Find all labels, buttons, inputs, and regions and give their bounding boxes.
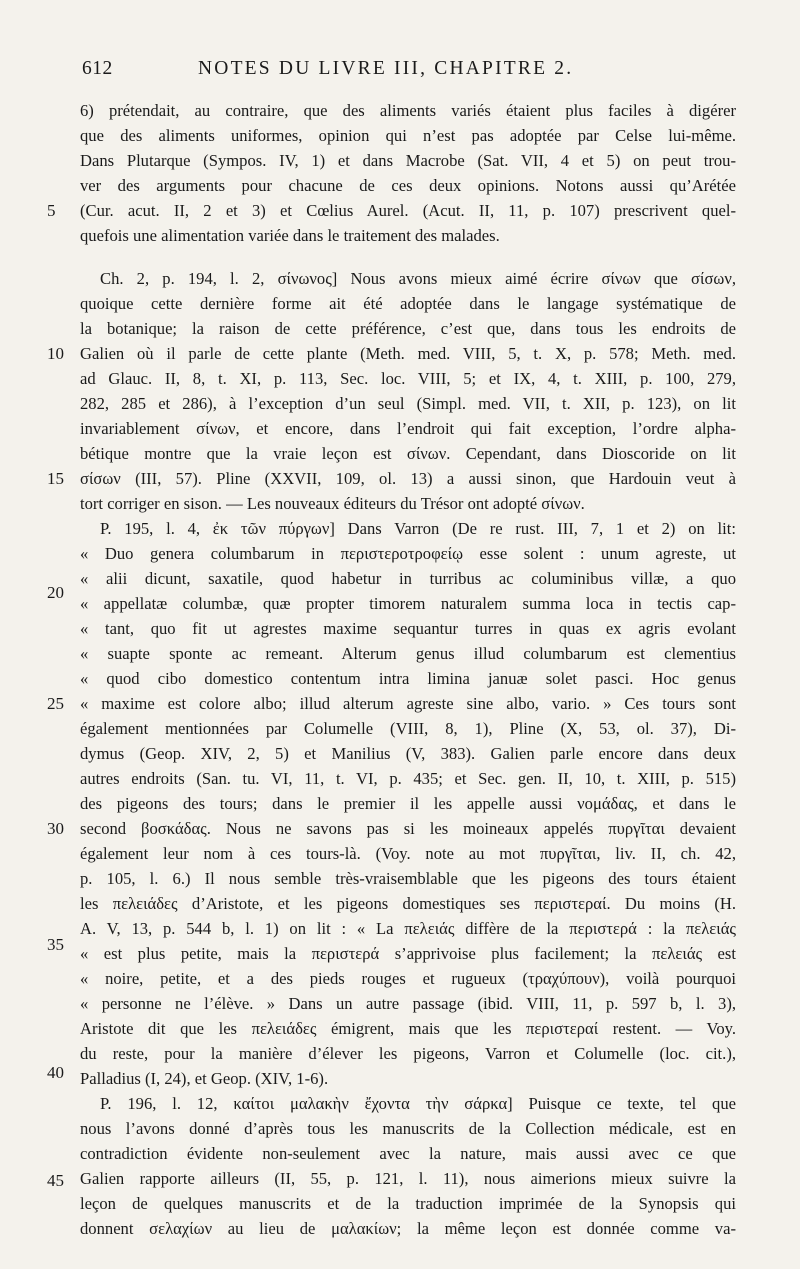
text-line: 282, 285 et 286), à l’exception d’un seul (Simpl. med. VII, t. XII, p. 123), on lit — [80, 394, 736, 413]
text-line: A. V, 13, p. 544 b, l. 1) on lit : « La πελειάς diffère de la περιστερά : la πελειάς — [80, 919, 736, 938]
text-line: 6) prétendait, au contraire, que des aliments variés étaient plus faciles à digérer — [80, 101, 736, 120]
line-number: 10 — [47, 344, 64, 363]
line-number: 40 — [47, 1063, 64, 1082]
text-line: « Duo genera columbarum in περιστεροτροφείῳ esse solent : unum agreste, ut — [80, 544, 736, 563]
line-number: 30 — [47, 819, 64, 838]
text-line: ad Glauc. II, 8, t. XI, p. 113, Sec. loc. VIII, 5; et IX, 4, t. XIII, p. 100, 279, — [80, 369, 736, 388]
text-line: « personne ne l’élève. » Dans un autre passage (ibid. VIII, 11, p. 597 b, l. 3), — [80, 994, 736, 1013]
text-line: autres endroits (San. tu. VI, 11, t. VI, p. 435; et Sec. gen. II, 10, t. XIII, p. 515) — [80, 769, 736, 788]
text-line: « suapte sponte ac remeant. Alterum genus illud columbarum est clementius — [80, 644, 736, 663]
text-line: Galien où il parle de cette plante (Meth. med. VIII, 5, t. X, p. 578; Meth. med. — [80, 344, 736, 363]
text-line: donnent σελαχίων au lieu de μαλακίων; la même leçon est donnée comme va- — [80, 1219, 736, 1238]
text-line: σίσων (III, 57). Pline (XXVII, 109, ol. 13) a aussi sinon, que Hardouin veut à — [80, 469, 736, 488]
text-line: quefois une alimentation variée dans le traitement des malades. — [80, 226, 500, 245]
text-line: tort corriger en sison. — Les nouveaux éditeurs du Trésor ont adopté σίνων. — [80, 494, 585, 513]
line-number: 15 — [47, 469, 64, 488]
text-line: contradiction évidente non-seulement avec la nature, mais aussi avec ce que — [80, 1144, 736, 1163]
text-line: invariablement σίνων, et encore, dans l’endroit qui fait exception, l’ordre alpha- — [80, 419, 736, 438]
text-line: Ch. 2, p. 194, l. 2, σίνωνος] Nous avons mieux aimé écrire σίνων que σίσων, — [100, 269, 736, 288]
text-line: (Cur. acut. II, 2 et 3) et Cœlius Aurel. (Acut. II, 11, p. 107) prescrivent quel- — [80, 201, 736, 220]
text-line: P. 196, l. 12, καίτοι μαλακὴν ἔχοντα τὴν σάρκα] Puisque ce texte, tel que — [100, 1094, 736, 1113]
text-line: Dans Plutarque (Sympos. IV, 1) et dans Macrobe (Sat. VII, 4 et 5) on peut trou- — [80, 151, 736, 170]
text-line: nous l’avons donné d’après tous les manuscrits de la Collection médicale, est en — [80, 1119, 736, 1138]
text-line: second βοσκάδας. Nous ne savons pas si les moineaux appelés πυργῖται devaient — [80, 819, 736, 838]
text-line: quoique cette dernière forme ait été adoptée dans le langage systématique de — [80, 294, 736, 313]
line-number: 45 — [47, 1171, 64, 1190]
text-line: leçon de quelques manuscrits et de la traduction imprimée de la Synopsis qui — [80, 1194, 736, 1213]
page-header — [80, 58, 640, 88]
text-line: également mentionnées par Columelle (VIII, 8, 1), Pline (X, 53, ol. 37), Di- — [80, 719, 736, 738]
line-number: 35 — [47, 935, 64, 954]
line-number: 25 — [47, 694, 64, 713]
text-line: « maxime est colore albo; illud alterum agreste sine albo, vario. » Ces tours sont — [80, 694, 736, 713]
text-line: p. 105, l. 6.) Il nous semble très-vraisemblable que les pigeons des tours étaient — [80, 869, 736, 888]
running-title: NOTES DU LIVRE III, CHAPITRE 2. — [198, 58, 574, 79]
text-line: « tant, quo fit ut agrestes maxime sequantur turres in quas ex agris evolant — [80, 619, 736, 638]
text-line: « alii dicunt, saxatile, quod habetur in turribus ac columinibus villæ, a quo — [80, 569, 736, 588]
text-line: la botanique; la raison de cette préférence, c’est que, dans tous les endroits de — [80, 319, 736, 338]
line-number: 20 — [47, 583, 64, 602]
text-line: « appellatæ columbæ, quæ propter timorem naturalem summa loca in tectis cap- — [80, 594, 736, 613]
text-line: « est plus petite, mais la περιστερά s’apprivoise plus facilement; la πελειάς est — [80, 944, 736, 963]
page-number: 612 — [82, 58, 113, 79]
text-line: ver des arguments pour chacune de ces deux opinions. Notons aussi qu’Arétée — [80, 176, 736, 195]
text-line: « noire, petite, et a des pieds rouges et rugueux (τραχύπουν), voilà pourquoi — [80, 969, 736, 988]
text-line: Galien rapporte ailleurs (II, 55, p. 121, l. 11), nous aimerions mieux suivre la — [80, 1169, 736, 1188]
text-line: P. 195, l. 4, ἐκ τῶν πύργων] Dans Varron (De re rust. III, 7, 1 et 2) on lit: — [100, 519, 736, 538]
text-line: « quod cibo domestico contentum intra limina januæ solet pasci. Hoc genus — [80, 669, 736, 688]
text-line: des pigeons des tours; dans le premier il les appelle aussi νομάδας, et dans le — [80, 794, 736, 813]
text-line: Palladius (I, 24), et Geop. (XIV, 1-6). — [80, 1069, 329, 1088]
text-line: les πελειάδες d’Aristote, et les pigeons domestiques ses περιστεραί. Du moins (H. — [80, 894, 736, 913]
text-line: Aristote dit que les πελειάδες émigrent, mais que les περιστεραί restent. — Voy. — [80, 1019, 736, 1038]
line-number: 5 — [47, 201, 56, 220]
text-line: du reste, pour la manière d’élever les pigeons, Varron et Columelle (loc. cit.), — [80, 1044, 736, 1063]
text-line: que des aliments uniformes, opinion qui n’est pas adoptée par Celse lui-même. — [80, 126, 736, 145]
text-line: également leur nom à ces tours-là. (Voy. note au mot πυργῖται, liv. II, ch. 42, — [80, 844, 736, 863]
text-line: bétique montre que la vraie leçon est σίνων. Cependant, dans Dioscoride on lit — [80, 444, 736, 463]
text-line: dymus (Geop. XIV, 2, 5) et Manilius (V, 383). Galien parle encore dans deux — [80, 744, 736, 763]
